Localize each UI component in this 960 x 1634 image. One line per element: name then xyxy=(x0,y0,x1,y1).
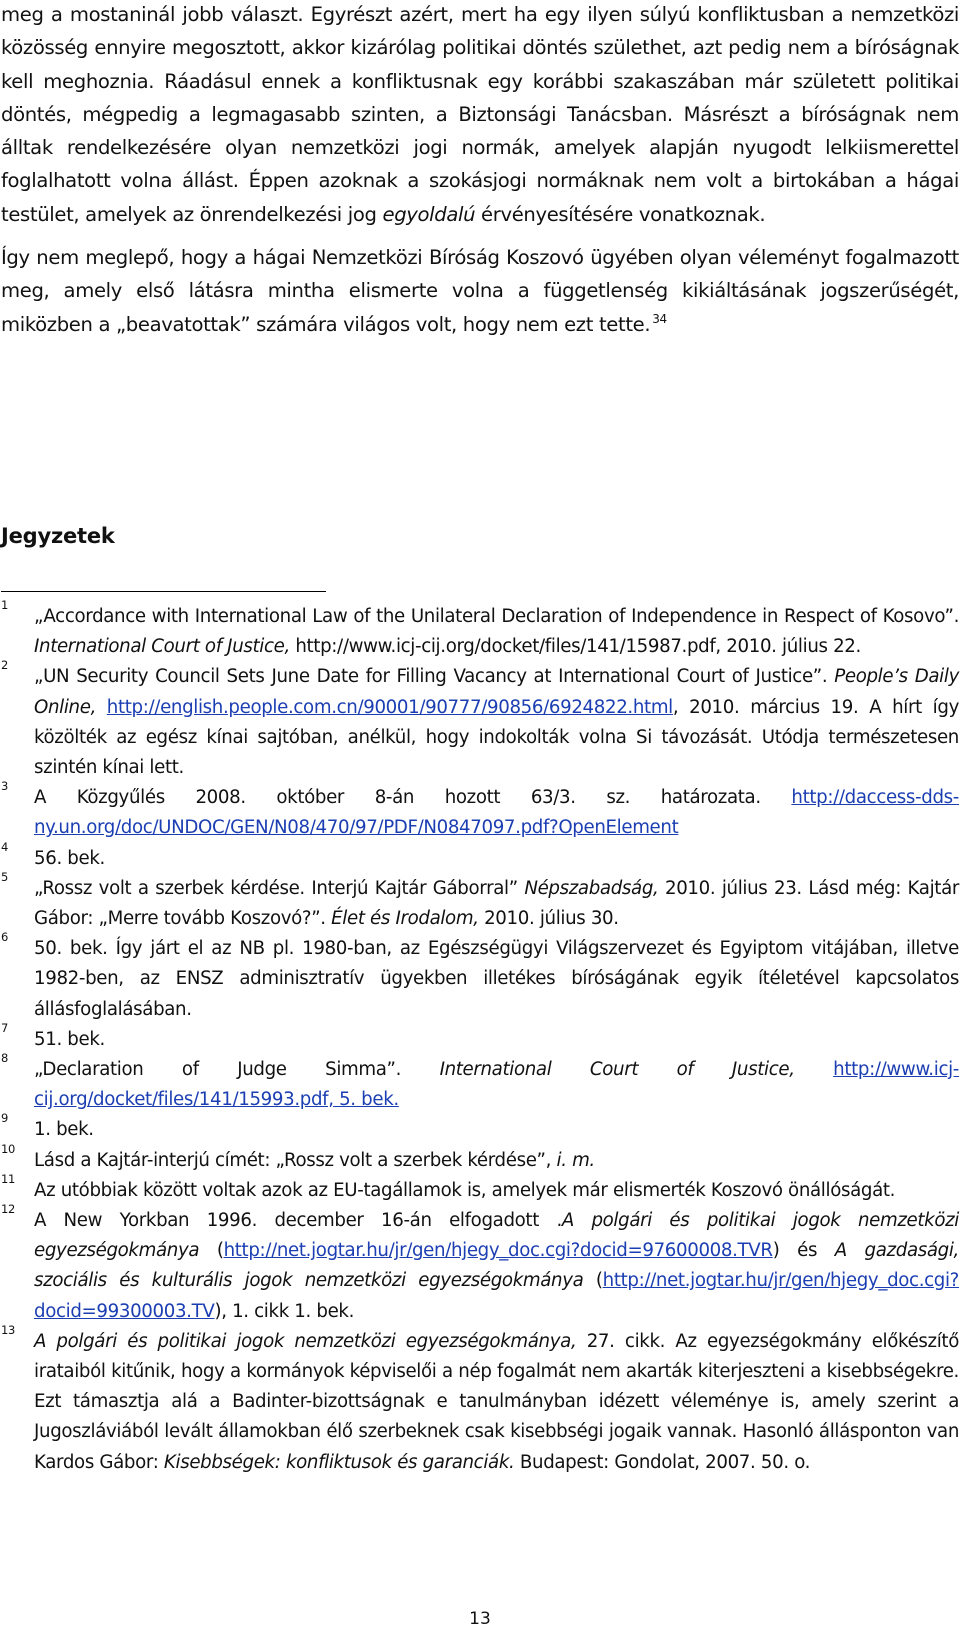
paragraph-1-text-a: meg a mostaninál jobb választ. Egyrészt azért, mert ha egy ilyen súlyú konfliktusban a nemzetközi közösség ennyire megosztott, akkor kizárólag politikai döntés születhet, azt pedig nem a bíróságnak kell meghoznia. Ráadásul ennek a konfliktusnak egy korábbi szakaszában már született politikai döntés, mégpedig a legmagasabb szinten, a Biztonsági Tanácsban. Másrészt a bíróságnak nem álltak rendelkezésére olyan nemzetközi jogi normák, amelyek alapján nyugodt lelkiismerettel foglalhatott volna állást. Éppen azoknak a szokásjogi normáknak nem volt a birtokában a hágai testület, amelyek az önrendelkezési jog xyxy=(1,3,959,226)
footnote-source-title: People’s Daily Online, xyxy=(34,666,959,718)
footnote-source-title: A polgári és politikai jogok nemzetközi egyezségokmánya xyxy=(34,1210,960,1262)
footnote-text: ) és xyxy=(772,1240,835,1262)
footnote-number: 10 xyxy=(1,1141,15,1156)
paragraph-1-emphasis: egyoldalú xyxy=(382,202,476,226)
footnote-text: 51. bek. xyxy=(34,1028,105,1050)
footnote-text: http://www.icj-cij.org/docket/files/141/15987.pdf, 2010. július 22. xyxy=(289,636,861,658)
footnote-text: 1. bek. xyxy=(34,1119,94,1141)
footnote-10 xyxy=(0,1141,960,1176)
paragraph-2 xyxy=(1,241,959,341)
footnote-text: Budapest: Gondolat, 2007. 50. o. xyxy=(514,1451,811,1473)
footnote-link[interactable]: http://www.icj-cij.org/docket/files/141/15993.pdf, 5. bek. xyxy=(34,1059,960,1111)
footnote-number: 6 xyxy=(1,930,8,945)
footnote-separator xyxy=(1,591,326,592)
footnote-source-title: International Court of Justice, xyxy=(439,1059,795,1081)
footnote-text: 2010. július 23. Lásd még: Kajtár Gábor: „Merre tovább Koszovó?”. xyxy=(34,877,960,930)
footnote-text: , 2010. március 19. A hírt így közölték az egész kínai sajtóban, anélkül, hogy indokolták volna Si távozását. Utódja természetesen szintén kínai lett. xyxy=(34,696,959,779)
footnote-12 xyxy=(0,1202,960,1327)
footnote-text: 56. bek. xyxy=(34,847,105,869)
footnote-number: 5 xyxy=(1,869,8,884)
footnotes-list xyxy=(0,598,960,1478)
footnote-number: 3 xyxy=(1,779,8,794)
footnote-6 xyxy=(0,930,960,1025)
footnote-reference[interactable]: 34 xyxy=(652,312,667,327)
footnote-text: ( xyxy=(583,1270,603,1292)
footnote-text: 27. cikk. Az egyezségokmány előkészítő irataiból kitűnik, hogy a kormányok képviselői a nép fogalmát nem akarták kiterjeszteni a kisebbségekre. Ezt támasztja alá a Badinter-bizottságnak e tanulmányban idézett véleménye is, amely szerint a Jugoszláviából levált államokban élő szerbeknek csak kisebbségi jogaik vannak. Hasonló állásponton van Kardos Gábor: xyxy=(34,1330,959,1473)
footnote-number: 9 xyxy=(1,1111,8,1126)
footnote-number: 8 xyxy=(1,1051,8,1066)
footnote-3 xyxy=(0,779,960,843)
footnote-text: 50. bek. Így járt el az NB pl. 1980-ban, az Egészségügyi Világszervezet és Egyiptom vitájában, illetve 1982-ben, az ENSZ adminisztratív ügyekben illetékes bíróságának egyik ítéletével kapcsolatos állásfoglalásában. xyxy=(34,938,959,1020)
footnote-source-title: A gazdasági, szociális és kulturális jogok nemzetközi egyezségokmánya xyxy=(34,1240,959,1292)
footnote-text: „Accordance with International Law of the Unilateral Declaration of Independence in Respect of Kosovo”. xyxy=(34,606,959,627)
paragraph-1-text-b: érvényesítésére vonatkoznak. xyxy=(475,202,766,226)
footnote-text: ), 1. cikk 1. bek. xyxy=(214,1300,355,1322)
footnote-number: 2 xyxy=(1,658,8,673)
notes-heading: Jegyzetek xyxy=(1,524,115,548)
footnote-number: 4 xyxy=(1,839,8,854)
footnote-number: 1 xyxy=(1,598,8,612)
footnote-text: A Közgyűlés 2008. október 8-án hozott 63/3. sz. határozata. xyxy=(34,787,792,809)
footnote-text: 2010. július 30. xyxy=(478,908,619,930)
footnote-abbreviation: i. m. xyxy=(556,1149,595,1171)
footnote-4 xyxy=(0,839,960,874)
footnote-text: „Rossz volt a szerbek kérdése. Interjú Kajtár Gáborral” xyxy=(34,877,525,899)
main-text xyxy=(1,0,959,351)
footnote-text: Az utóbbiak között voltak azok az EU-tagállamok is, amelyek már elismerték Koszovó önállóságát. xyxy=(34,1179,896,1201)
footnote-5 xyxy=(0,869,960,934)
footnote-number: 13 xyxy=(1,1322,15,1337)
footnote-11 xyxy=(0,1171,960,1206)
footnote-source-title: Népszabadság, xyxy=(524,877,659,899)
footnote-1 xyxy=(0,598,960,662)
footnote-text: Lásd a Kajtár-interjú címét: „Rossz volt a szerbek kérdése”, xyxy=(34,1149,557,1171)
paragraph-1 xyxy=(1,0,959,231)
footnote-source-title: A polgári és politikai jogok nemzetközi egyezségokmánya, xyxy=(34,1330,577,1352)
footnote-source-title: Kisebbségek: konfliktusok és garanciák. xyxy=(163,1451,515,1473)
footnote-9 xyxy=(0,1111,960,1145)
footnote-link[interactable]: http://net.jogtar.hu/jr/gen/hjegy_doc.cgi?docid=97600008.TVR xyxy=(223,1240,773,1262)
footnote-2 xyxy=(0,658,960,783)
footnote-text: „UN Security Council Sets June Date for Filling Vacancy at International Court of Justice”. xyxy=(34,666,835,688)
footnote-number: 7 xyxy=(1,1020,8,1035)
footnote-text: A New Yorkban 1996. december 16-án elfogadott . xyxy=(34,1210,562,1232)
paragraph-2-text: Így nem meglepő, hogy a hágai Nemzetközi Bíróság Koszovó ügyében olyan véleményt fogalmazott meg, amely első látásra mintha elismerte volna a függetlenség kikiáltásának jogszerűségét, miközben a „beavatottak” számára világos volt, hogy nem ezt tette. xyxy=(1,246,959,336)
footnote-number: 11 xyxy=(1,1171,15,1186)
footnote-number: 12 xyxy=(1,1202,15,1217)
footnote-8 xyxy=(0,1051,960,1115)
footnote-text: „Declaration of Judge Simma”. xyxy=(34,1059,440,1081)
footnote-7 xyxy=(0,1020,960,1055)
footnote-text: ( xyxy=(199,1240,224,1262)
footnote-link[interactable]: http://daccess-dds-ny.un.org/doc/UNDOC/GEN/N08/470/97/PDF/N0847097.pdf?OpenElement xyxy=(34,787,959,839)
page-number: 13 xyxy=(469,1609,491,1629)
footnote-link[interactable]: http://english.people.com.cn/90001/90777/90856/6924822.html xyxy=(106,696,673,718)
footnote-text xyxy=(96,697,107,718)
footnote-13 xyxy=(0,1322,960,1478)
footnote-link[interactable]: http://net.jogtar.hu/jr/gen/hjegy_doc.cgi?docid=99300003.TV xyxy=(34,1270,959,1322)
footnote-text xyxy=(795,1059,834,1080)
footnote-source-title: Élet és Irodalom, xyxy=(331,908,479,930)
footnote-source-title: International Court of Justice, xyxy=(34,636,290,658)
